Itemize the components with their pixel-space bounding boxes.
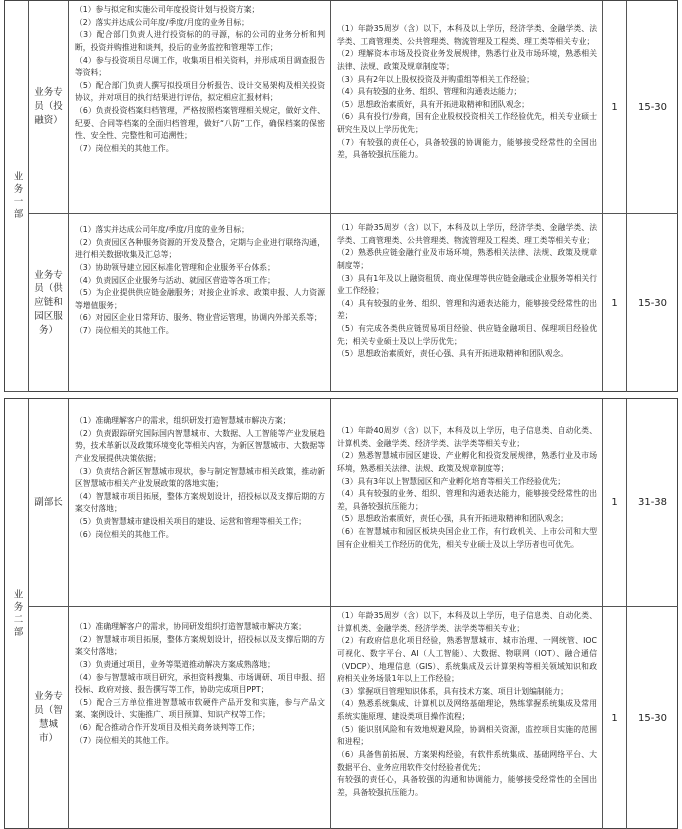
requirement-item: （4）具有较强的业务、组织、管理和沟通表达能力，能够接受经常性的出差； xyxy=(337,298,597,321)
headcount: 1 xyxy=(611,497,618,508)
requirement-item: （1）年龄35周岁（含）以下，本科及以上学历，电子信息类、自动化类、计算机类、金融学类、经济学类、法学类等相关专业； xyxy=(337,611,597,633)
post-cell xyxy=(29,214,69,392)
duty-item: （2）落实并达成公司年度/季度/月度的业务目标； xyxy=(75,17,249,27)
headcount: 1 xyxy=(611,101,618,113)
duty-item: （5）为企业提供供应链金融服务；对接企业诉求、政策申报、人力资源等增值服务； xyxy=(75,288,325,310)
requirement-item: （2）理解资本市场及投资业务发展规律，熟悉行业及市场环境，熟悉相关法律、法规、政策及规章制度等； xyxy=(337,49,597,71)
grade-cell xyxy=(627,607,678,829)
requirement-item: （5）思想政治素质好，责任心强、具有开拓进取精神和团队观念。 xyxy=(337,349,569,359)
requirements-list xyxy=(331,399,602,553)
duty-item: （4）智慧城市项目拓展，整体方案规划设计，招投标以及支撑后期的方案交付落地； xyxy=(75,491,325,514)
requirements-cell xyxy=(331,1,603,214)
requirement-item: （5）能识别风险和有效地规避风险，协调相关资源，监控项目实施的范围和进程； xyxy=(337,724,597,747)
duty-item: （5）负责智慧城市建设相关项目的建设、运营和管理等相关工作； xyxy=(75,517,307,526)
requirement-item: （6）在智慧城市和园区板块央国企业工作，有行政机关、上市公司和大型国有企业相关工作经历的优先，相关专业硕士及以上学历者也可优先。 xyxy=(337,527,597,549)
duties-cell xyxy=(69,1,331,214)
grade-cell xyxy=(627,214,678,392)
requirement-item: （3）掌握项目管理知识体系，具有技术方案、项目计划编制能力； xyxy=(337,686,569,696)
duties-list xyxy=(69,214,330,340)
headcount: 1 xyxy=(611,297,618,309)
duty-item: （6）负责投资档案归档管理，严格按照档案管理相关规定，做好文件、纪要、合同等档案的全面归档管理，做好“八防”工作，确保档案的保密性、安全性、完整性和可追溯性； xyxy=(75,106,325,141)
duty-item: （5）配合三方单位推进智慧城市软硬件产品开发和实施，参与产品文案、案例设计、实施推广、项目预算、知识产权等工作； xyxy=(75,697,325,720)
post-cell xyxy=(29,1,69,214)
requirement-item: （6）具有投行/券商，国有企业股权投资相关工作经验优先，相关专业硕士研究生及以上学历优先； xyxy=(337,112,597,134)
duty-item: （3）负责通过项目，业务等渠道推动解决方案成熟落地； xyxy=(75,659,275,669)
duty-item: （5）配合部门负责人撰写拟投项目分析报告、设计交易架构及相关投资协议，并对项目的执行结果进行评估，拟定相应汇报材料； xyxy=(75,80,325,103)
grade-range: 31-38 xyxy=(637,497,668,508)
duty-item: （3）协助领导建立园区标准化管理和企业服务平台体系； xyxy=(75,262,275,272)
duties-cell xyxy=(69,399,331,607)
duty-item: （6）配合推动合作开发项目及相关商务谈判等工作； xyxy=(75,723,260,732)
duty-item: （7）岗位相关的其他工作。 xyxy=(75,143,174,153)
requirements-list xyxy=(331,607,602,801)
requirement-item: （3）具有2年以上股权投资及并购重组等相关工作经验； xyxy=(337,74,535,84)
duty-item: （3）负责结合新区智慧城市现状，参与制定智慧城市相关政策，推动新区智慧城市相关产业发展政策的落地实施； xyxy=(75,466,325,489)
requirement-item: （4）具有较强的业务、组织、管理和沟通表达能力； xyxy=(337,87,522,97)
requirement-item: （1）年龄35周岁（含）以下，本科及以上学历，经济学类、金融学类、法学类、工商管理类、公共管理类、物流管理及工程类、理工类等相关专业； xyxy=(337,223,597,245)
requirement-item: （1）年龄40周岁（含）以下，本科及以上学历，电子信息类、自动化类、计算机类、金融学类、经济学类、法学类等相关专业； xyxy=(337,426,597,448)
headcount: 1 xyxy=(611,712,618,724)
headcount-cell xyxy=(603,607,627,829)
headcount-cell xyxy=(603,399,627,607)
grade-cell xyxy=(627,399,678,607)
duty-item: （1）参与拟定和实施公司年度投资计划与投资方案； xyxy=(75,5,260,14)
requirement-item: （3）具有3年以上智慧园区和产业孵化培育等相关工作经验优先； xyxy=(337,476,566,486)
requirements-list xyxy=(331,214,602,363)
dept-name: 业务一部 xyxy=(11,171,23,221)
post-name: 业务专员（供应链和园区服务） xyxy=(34,269,63,336)
grade-range: 15-30 xyxy=(637,712,668,724)
duty-item: （6）对园区企业日常拜访、服务、物业营运管理，协调内外部关系等； xyxy=(75,313,322,323)
duties-cell xyxy=(69,607,331,829)
post-cell xyxy=(29,607,69,829)
requirement-item: （2）有政府信息化项目经验，熟悉智慧城市、城市治理、一网统管、IOC可视化、数字平台、AI（人工智能）、大数据、物联网（IOT）、融合通信（VDCP）、地理信息（GIS）、系统集成及云计算架构等相关领域知识和政府相关业务场景1年以上工作经验； xyxy=(337,636,597,684)
requirements-cell xyxy=(331,399,603,607)
duty-item: （7）岗位相关的其他工作。 xyxy=(75,326,174,335)
dept-cell xyxy=(5,399,29,829)
duty-item: （1）准确理解客户的需求，组织研发打造智慧城市解决方案； xyxy=(75,416,291,425)
duties-list xyxy=(69,607,330,749)
duty-item: （2）负责园区各种服务资源的开发及整合，定期与企业进行联络沟通，进行相关数据收集及汇总等； xyxy=(75,237,325,260)
post-name: 副部长 xyxy=(34,496,63,508)
requirement-item: （7）有较强的责任心，具备较强的协调能力，能够接受经常性的全国出差，具备较强抗压能力。 xyxy=(337,137,597,160)
duties-list xyxy=(69,399,330,543)
requirement-item: （5）思想政治素质好，责任心强，具有开拓进取精神和团队观念； xyxy=(337,514,569,524)
requirement-item: （2）熟悉供应链金融行业及市场环境，熟悉相关法律、法规、政策及规章制度等； xyxy=(337,248,597,270)
post-name: 业务专员（投融资） xyxy=(34,87,63,126)
requirement-item: 有较强的责任心，具备较强的沟通和协调能力，能够接受经常性的全国出差，具备较强抗压能力。 xyxy=(337,775,597,797)
duty-item: （2）智慧城市项目拓展，整体方案规划设计，招投标以及支撑后期的方案交付落地； xyxy=(75,634,325,657)
recruitment-table-dept-2 xyxy=(4,398,678,829)
requirement-item: （5）有完成各类供应链贸易项目经验、供应链金融项目、保理项目经验优先；相关专业硕士及以上学历优先； xyxy=(337,324,597,346)
duty-item: （1）落实并达成公司年度/季度/月度的业务目标； xyxy=(75,225,249,234)
grade-range: 15-30 xyxy=(637,297,668,309)
duty-item: （4）负责园区企业服务与活动、就园区营造等各项工作； xyxy=(75,275,275,285)
requirement-item: （5）思想政治素质好，具有开拓进取精神和团队观念； xyxy=(337,99,530,109)
recruitment-table-dept-1 xyxy=(4,0,678,392)
requirement-item: （1）年龄35周岁（含）以下，本科及以上学历，经济学类、金融学类、法学类、工商管理类、公共管理类、物流管理及工程类、理工类等相关专业； xyxy=(337,24,597,46)
headcount-cell xyxy=(603,1,627,214)
post-name: 业务专员（智慧城市） xyxy=(34,691,63,744)
requirement-item: （4）熟悉系统集成、计算机以及网络基础理论，熟练掌握系统集成及常用系统实施原理、建设类项目操作流程； xyxy=(337,699,597,721)
duty-item: （2）负责跟踪研究国际国内智慧城市、大数据、人工智能等产业发展趋势，技术革新以及政策环境变化等相关内容，为新区智慧城市、大数据等产业发展提供决策依据； xyxy=(75,428,325,463)
grade-cell xyxy=(627,1,678,214)
headcount-cell xyxy=(603,214,627,392)
duty-item: （1）准确理解客户的需求，协同研发组织打造智慧城市解决方案； xyxy=(75,622,307,631)
requirements-cell xyxy=(331,214,603,392)
duty-item: （4）参与智慧城市项目研究，承担资料搜集、市场调研、项目申报、招投标、政府对接、报告撰写等工作，协助完成项目PPT； xyxy=(75,672,325,695)
requirement-item: （6）具备售前拓展、方案架构经验，有软件系统集成、基础网络平台、大数据平台、业务应用软件交付经验者优先； xyxy=(337,749,597,772)
duties-cell xyxy=(69,214,331,392)
requirements-cell xyxy=(331,607,603,829)
duties-list xyxy=(69,1,330,158)
grade-range: 15-30 xyxy=(637,101,668,113)
dept-cell xyxy=(5,1,29,392)
requirement-item: （3）具有1年及以上融资租赁、商业保理等供应链金融或企业服务等相关行业工作经验； xyxy=(337,273,597,296)
duty-item: （4）参与投资项目尽调工作，收集项目相关资料，并形成项目调查报告等资料； xyxy=(75,55,325,78)
post-cell xyxy=(29,399,69,607)
duty-item: （6）岗位相关的其他工作。 xyxy=(75,529,174,539)
duty-item: （7）岗位相关的其他工作。 xyxy=(75,735,174,745)
requirement-item: （2）熟悉智慧城市园区建设、产业孵化和投资发展规律，熟悉行业及市场环境，熟悉相关法律、法规、政策及规章制度等； xyxy=(337,451,597,473)
duty-item: （3）配合部门负责人进行投资标的的寻源，标的公司的业务分析和判断，投资并购推进和谈判，投后的业务监控和管理等工作； xyxy=(75,30,325,52)
dept-name: 业务二部 xyxy=(11,589,23,639)
requirements-list xyxy=(331,1,602,164)
requirement-item: （4）具有较强的业务、组织、管理和沟通表达能力，能够接受经常性的出差，具备较强抗压能力； xyxy=(337,489,597,511)
